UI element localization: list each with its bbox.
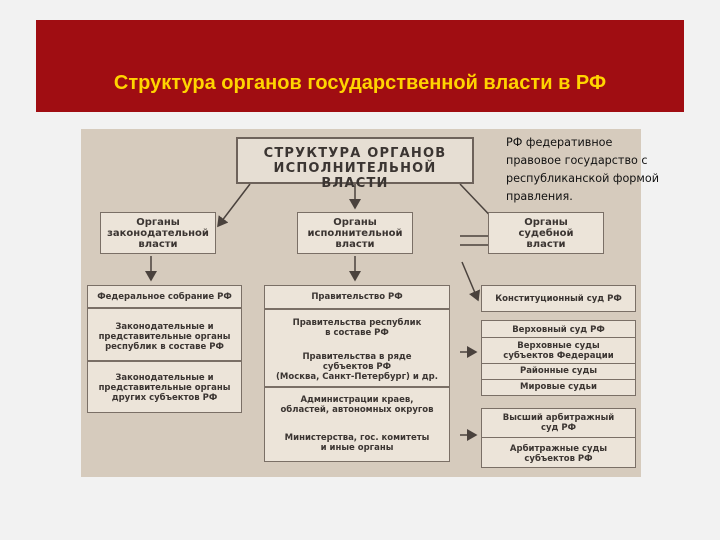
side-note: РФ федеративное правовое государство с республиканской формой правления. (506, 136, 659, 203)
arrow-judicial-down (462, 262, 478, 300)
divider (265, 308, 449, 310)
divider (482, 337, 635, 338)
executive-item: Министерства, гос. комитеты и иные органы (284, 433, 430, 453)
executive-item: Правительство РФ (311, 292, 403, 302)
legislative-item: Федеральное собрание РФ (97, 292, 232, 302)
judicial-item: Верховные суды субъектов Федерации (503, 341, 614, 361)
slide-title: Структура органов государственной власти в РФ (113, 72, 607, 94)
divider (482, 363, 635, 364)
legislative-item: Законодательные и представительные органы республик в составе РФ (98, 322, 231, 352)
judicial-item: Районные суды (519, 366, 598, 376)
legislative-column (87, 285, 242, 413)
legislative-item: Законодательные и представительные органы других субъектов РФ (98, 373, 231, 403)
executive-item: Правительства в ряде субъектов РФ (Москва, Санкт-Петербург) и др. (276, 352, 438, 382)
arrow-to-legislative (218, 184, 250, 226)
executive-item: Правительства республик в составе РФ (292, 318, 422, 338)
judicial-item: Мировые судьи (520, 382, 597, 392)
judicial-item: Конституционный суд РФ (495, 294, 622, 304)
divider (88, 360, 241, 362)
divider (88, 307, 241, 309)
judicial-item: Арбитражные суды субъектов РФ (509, 444, 608, 464)
divider (482, 437, 635, 438)
diagram-header: СТРУКТУРА ОРГАНОВ ИСПОЛНИТЕЛЬНОЙ ВЛАСТИ (236, 137, 474, 184)
divider (265, 386, 449, 388)
judicial-item: Высший арбитражный суд РФ (502, 413, 615, 433)
judicial-general-box (481, 320, 636, 396)
judicial-item: Верховный суд РФ (512, 325, 605, 335)
judicial-constitutional-box (481, 285, 636, 312)
executive-column (264, 285, 450, 462)
judicial-category: Органы судебной власти (488, 212, 604, 254)
judicial-arbitration-box (481, 408, 636, 468)
executive-item: Администрации краев, областей, автономных округов (280, 395, 434, 415)
legislative-category: Органы законодательной власти (100, 212, 216, 254)
executive-category: Органы исполнительной власти (297, 212, 413, 254)
divider (482, 379, 635, 380)
